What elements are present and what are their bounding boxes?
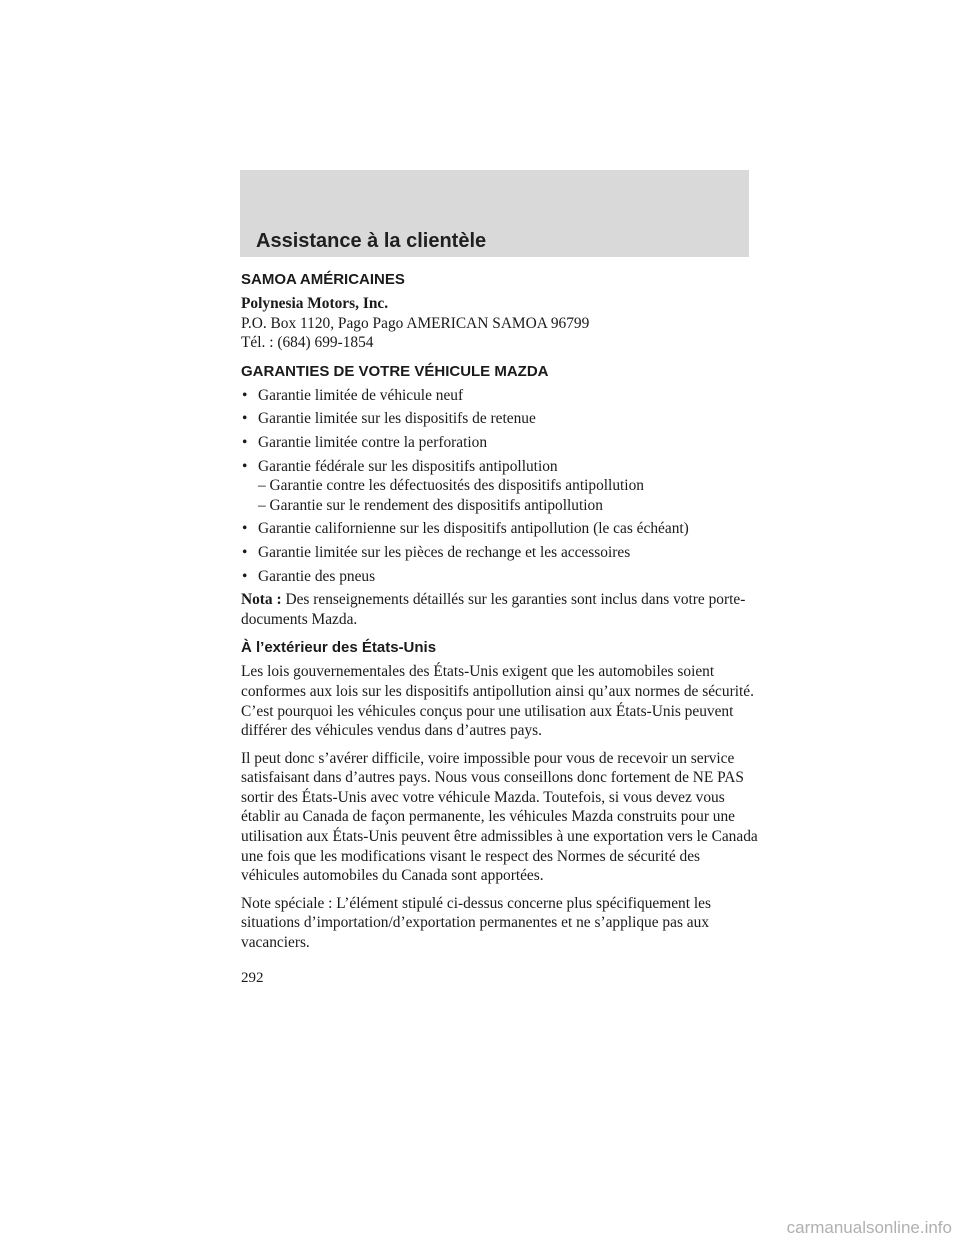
list-item: • Garantie limitée de véhicule neuf bbox=[242, 386, 464, 404]
bullet-icon: • bbox=[242, 543, 248, 561]
bullet-icon: • bbox=[242, 386, 248, 404]
bullet-icon: • bbox=[242, 457, 248, 475]
page-title: Assistance à la clientèle bbox=[256, 230, 487, 252]
note-label: Nota : bbox=[241, 591, 282, 609]
outside-us-heading: À l’extérieur des États-Unis bbox=[241, 639, 437, 657]
bullet-icon: • bbox=[242, 433, 248, 451]
bullet-icon: • bbox=[242, 567, 248, 585]
bullet-icon: • bbox=[242, 520, 248, 538]
dealer-address-block bbox=[241, 294, 761, 353]
address-line: P.O. Box 1120, Pago Pago AMERICAN SAMOA 96799 bbox=[241, 314, 590, 332]
list-item: • Garantie fédérale sur les dispositifs antipollution – Garantie contre les défectuosités des dispositifs antipollution – Garantie sur le rendement des dispositifs antipollution bbox=[241, 457, 761, 516]
sub-item: – Garantie sur le rendement des dispositifs antipollution bbox=[258, 496, 603, 514]
list-item: • Garantie limitée sur les dispositifs de retenue bbox=[242, 410, 536, 428]
main-content bbox=[241, 270, 761, 961]
note-text: Des renseignements détaillés sur les garanties sont inclus dans votre porte-documents Mazda. bbox=[241, 591, 746, 628]
page-number: 292 bbox=[241, 970, 264, 986]
special-note-paragraph: Note spéciale : L’élément stipulé ci-dessus concerne plus spécifiquement les situations d’importation/d’exportation permanentes et ne s’applique pas aux vacanciers. bbox=[241, 894, 711, 952]
list-item: • Garantie limitée sur les pièces de rechange et les accessoires bbox=[242, 543, 631, 561]
warranties-heading: GARANTIES DE VOTRE VÉHICULE MAZDA bbox=[241, 362, 549, 380]
list-item: • Garantie californienne sur les dispositifs antipollution (le cas échéant) bbox=[242, 520, 689, 538]
bullet-icon: • bbox=[242, 410, 248, 428]
warranty-list bbox=[241, 386, 761, 586]
sub-item: – Garantie contre les défectuosités des dispositifs antipollution bbox=[258, 477, 644, 495]
note-paragraph bbox=[241, 590, 761, 629]
body-paragraph: Les lois gouvernementales des États-Unis exigent que les automobiles soient conformes aux lois sur les dispositifs antipollution ainsi qu’aux normes de sécurité. C’est pourquoi les véhicules conçus pour une utilisation aux États-Unis peuvent différer des véhicules vendus dans d’autres pays. bbox=[241, 663, 754, 740]
list-item: • Garantie limitée contre la perforation bbox=[242, 433, 488, 451]
watermark: carmanualsonline.info bbox=[786, 1218, 952, 1237]
samoa-heading: SAMOA AMÉRICAINES bbox=[241, 271, 405, 288]
company-name: Polynesia Motors, Inc. bbox=[241, 295, 389, 312]
list-item: • Garantie des pneus bbox=[242, 567, 376, 585]
phone-line: Tél. : (684) 699-1854 bbox=[241, 334, 374, 352]
body-paragraph: Il peut donc s’avérer difficile, voire impossible pour vous de recevoir un service satisfaisant dans d’autres pays. Nous vous conseillons donc fortement de NE PAS sortir des États-Unis avec votre véhicule Mazda. Toutefois, si vous devez vous établir au Canada de façon permanente, les véhicules Mazda construits pour une utilisation aux États-Unis peuvent être admissibles à une exportation vers le Canada une fois que les modifications visant le respect des Normes de sécurité des véhicules automobiles du Canada sont apportées. bbox=[241, 749, 758, 885]
header-band bbox=[240, 170, 749, 257]
